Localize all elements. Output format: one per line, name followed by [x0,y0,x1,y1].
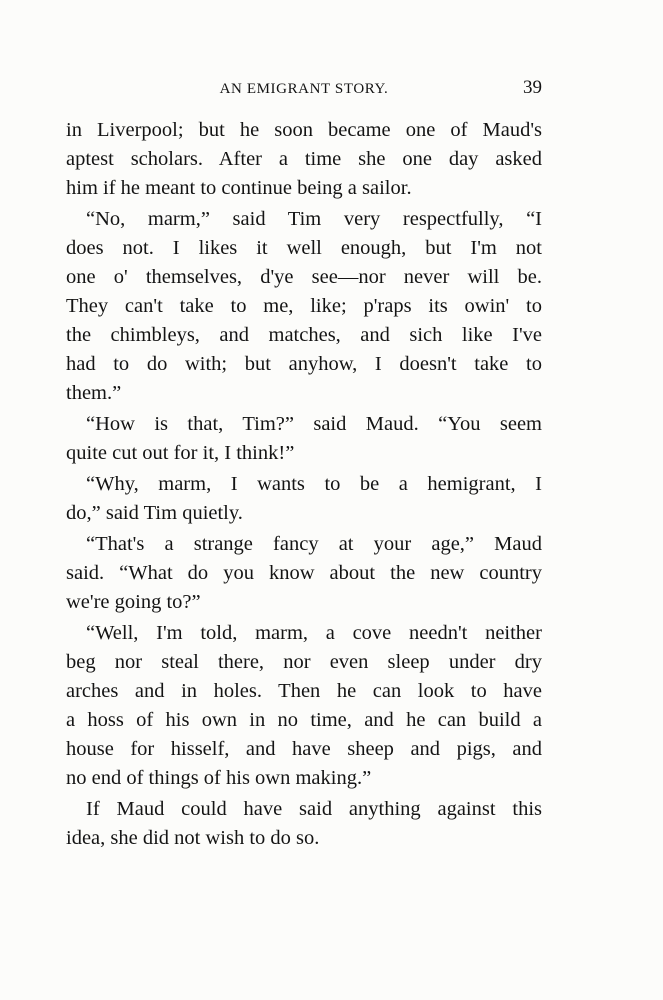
text-line: no end of things of his own making.” [66,767,372,789]
text-line: had to do with; but anyhow, I doesn't take to [66,353,542,375]
paragraph [66,795,542,853]
text-line: “No, marm,” said Tim very respectfully, “I [86,208,542,230]
text-line: arches and in holes. Then he can look to have [66,680,542,702]
text-line: house for hisself, and have sheep and pigs, and [66,738,542,760]
paragraph [66,470,542,528]
text-line: idea, she did not wish to do so. [66,827,320,849]
text-line: a hoss of his own in no time, and he can build a [66,709,542,731]
text-line: “How is that, Tim?” said Maud. “You seem [86,413,542,435]
text-line: him if he meant to continue being a sailor. [66,177,412,199]
text-line: we're going to?” [66,591,201,613]
paragraph [66,619,542,793]
text-line: them.” [66,382,122,404]
text-line: does not. I likes it well enough, but I'm not [66,237,542,259]
text-line: quite cut out for it, I think!” [66,442,295,464]
text-line: “Well, I'm told, marm, a cove needn't neither [86,622,542,644]
page-number: 39 [523,77,542,98]
text-line: one o' themselves, d'ye see—nor never will be. [66,266,542,288]
text-line: the chimbleys, and matches, and sich like I've [66,324,542,346]
text-line: They can't take to me, like; p'raps its owin' to [66,295,542,317]
running-title: AN EMIGRANT STORY. [219,81,389,97]
body-text [66,116,542,853]
text-line: “Why, marm, I wants to be a hemigrant, I [86,473,542,495]
text-line: aptest scholars. After a time she one day asked [66,148,542,170]
text-line: beg nor steal there, nor even sleep under dry [66,651,542,673]
text-line: “That's a strange fancy at your age,” Maud [86,533,542,555]
paragraph [66,116,542,203]
paragraph [66,205,542,408]
paragraph [66,410,542,468]
paragraph [66,530,542,617]
text-line: in Liverpool; but he soon became one of Maud's [66,119,542,141]
text-line: said. “What do you know about the new country [66,562,542,584]
text-line: do,” said Tim quietly. [66,502,243,524]
running-head [66,78,542,102]
text-line: If Maud could have said anything against this [86,798,542,820]
